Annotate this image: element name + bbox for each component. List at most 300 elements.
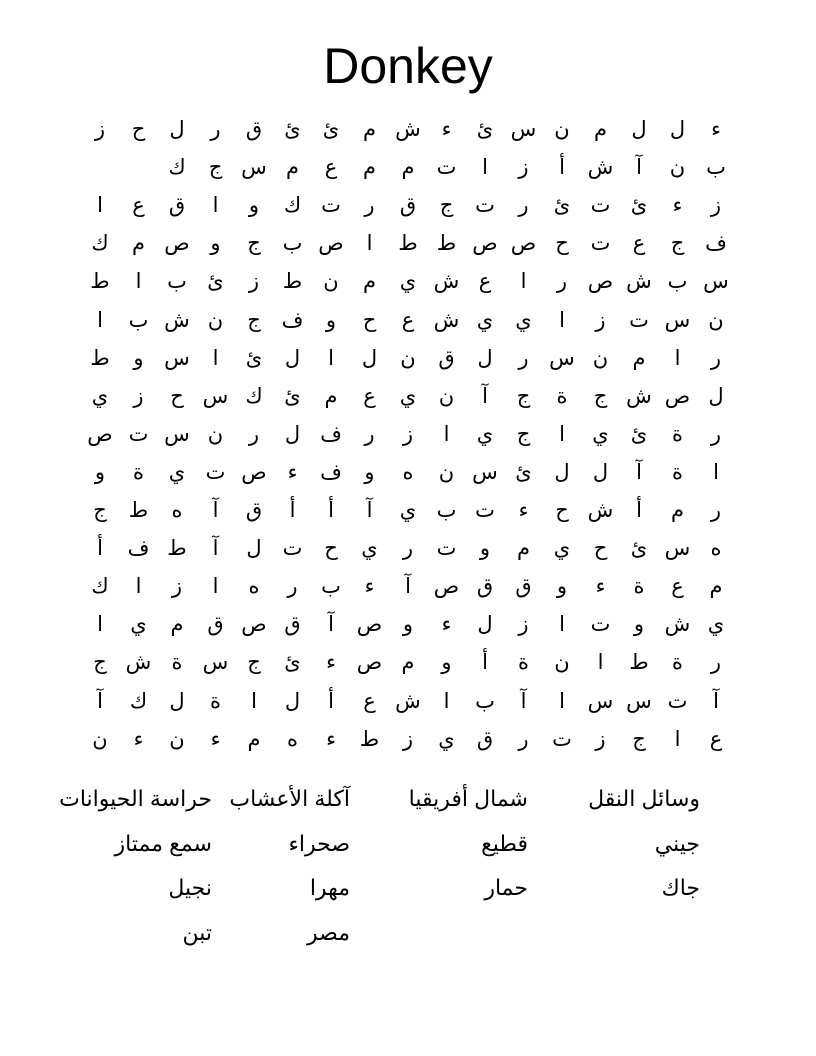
grid-letter: ن [438,460,455,484]
grid-letter: ش [164,308,190,332]
grid-letter: ي [399,270,417,294]
grid-letter: م [401,651,415,675]
grid-letter: ج [516,422,531,446]
grid-letter: ت [128,422,149,446]
grid-letter: ا [559,308,565,332]
grid-letter: ع [671,575,684,599]
grid-letter: ح [555,499,569,522]
grid-letter: س [626,689,652,713]
grid-letter: ئ [630,194,648,218]
grid-letter: ط [90,270,110,294]
grid-letter: ر [556,270,568,294]
grid-letter: ا [97,194,103,218]
grid-letter: ن [592,346,609,370]
grid-letter: ر [710,346,722,370]
grid-letter: ن [207,308,224,332]
grid-letter: ن [554,651,570,675]
grid-letter: ن [438,384,455,408]
grid-letter: ا [559,613,565,637]
grid-letter: س [164,346,190,370]
grid-letter: ط [629,651,649,675]
grid-letter: ق [438,346,455,370]
grid-letter: ت [475,499,495,522]
grid-letter: ص [87,422,113,446]
grid-letter: ش [587,499,614,522]
grid-letter: ي [399,499,417,522]
grid-letter: ج [670,232,685,256]
grid-letter: ك [129,689,148,713]
grid-letter: ء [518,499,529,522]
word-list-item: آكلة الأعشاب [229,786,350,811]
grid-letter: ف [320,460,342,484]
grid-letter: و [364,460,375,484]
grid-letter: ا [597,651,604,675]
grid-letter: ء [441,613,452,637]
grid-letter: ط [359,727,380,751]
grid-letter: آ [636,156,642,180]
grid-letter: م [362,118,376,141]
grid-letter: ئ [630,422,648,446]
grid-letter: ة [171,651,183,675]
grid-letter: ي [168,460,186,484]
grid-letter: ط [436,232,457,256]
grid-letter: ر [210,118,221,141]
grid-letter: ا [520,270,527,294]
grid-letter: م [247,727,261,751]
grid-letter: ط [90,346,110,370]
grid-letter: ر [248,422,260,446]
grid-letter: ص [510,232,537,256]
grid-letter: م [670,499,684,522]
grid-letter: ل [169,689,185,713]
grid-letter: ج [439,194,454,218]
grid-letter: ل [592,460,609,484]
grid-letter: ع [132,194,145,218]
grid-letter: ق [476,727,494,751]
grid-letter: و [441,651,452,675]
grid-letter: و [325,308,337,332]
grid-letter: س [164,422,190,446]
grid-letter: ز [402,727,414,751]
grid-letter: ح [324,537,338,561]
grid-letter: آ [482,384,488,408]
grid-letter: ق [399,194,417,218]
grid-letter: ر [287,575,298,599]
grid-letter: ب [667,270,688,294]
grid-letter: أ [482,651,488,675]
grid-letter: ق [168,194,186,218]
grid-letter: ع [363,384,376,408]
grid-letter: ا [713,460,719,484]
grid-letter: ز [248,270,260,294]
grid-letter: ك [91,575,109,599]
grid-letter: ت [590,232,611,256]
grid-letter: ل [169,118,185,141]
grid-letter: آ [713,689,719,713]
grid-letter: ق [284,613,301,637]
grid-letter: ز [595,727,606,751]
word-list-item: شمال أفريقيا [408,786,528,811]
grid-letter: ل [631,118,647,141]
grid-letter: ة [209,689,221,713]
grid-letter: س [472,460,498,484]
grid-letter: ص [433,575,460,599]
grid-letter: ق [245,118,263,141]
grid-letter: ة [671,460,683,484]
word-list-item: حمار [484,875,528,900]
grid-letter: س [587,689,614,713]
grid-letter: ه [710,537,722,561]
grid-letter: ت [629,308,649,332]
grid-letter: ج [516,384,531,408]
grid-letter: ي [515,308,532,332]
grid-letter: ق [515,575,532,599]
grid-letter: ق [245,499,263,522]
word-list-item: سمع ممتاز [114,830,212,856]
word-list-item: قطيع [481,830,528,856]
grid-letter: ط [128,499,149,522]
grid-letter: أ [636,499,642,522]
grid-letter: ه [402,460,414,484]
grid-letter: ل [361,346,378,370]
grid-letter: ئ [245,346,263,370]
grid-letter: ي [707,613,725,637]
grid-letter: ر [364,422,375,446]
grid-letter: ح [170,384,184,408]
grid-letter: ح [555,232,569,256]
grid-letter: م [131,232,145,256]
grid-letter: ئ [207,270,224,294]
grid-letter: ا [559,422,565,446]
grid-letter: ش [587,156,614,180]
grid-letter: ا [97,308,103,332]
grid-letter: ء [287,460,298,484]
grid-letter: ت [590,194,611,218]
grid-letter: و [133,346,144,370]
grid-letter: ة [556,384,568,408]
grid-letter: أ [328,689,334,713]
grid-letter: س [510,118,537,141]
grid-letter: أ [289,499,296,522]
grid-letter: ر [710,422,722,446]
grid-letter: ئ [322,118,340,141]
grid-letter: ل [284,346,301,370]
grid-letter: ز [402,422,414,446]
grid-letter: س [703,270,729,294]
grid-letter: س [202,651,229,675]
grid-letter: ء [441,118,452,141]
grid-letter: آ [212,537,219,561]
grid-letter: ص [241,460,267,484]
grid-letter: م [324,384,338,408]
grid-letter: ب [128,308,149,332]
grid-letter: ك [91,232,109,256]
grid-letter: ص [587,270,614,294]
grid-letter: ي [130,613,147,637]
grid-letter: و [633,613,645,637]
grid-letter: ح [362,308,377,332]
grid-letter: ا [135,270,142,294]
grid-letter: ت [205,460,226,484]
grid-letter: ش [433,270,460,294]
grid-letter: ل [477,346,493,370]
grid-letter: ر [518,346,529,370]
grid-letter: ء [711,118,721,141]
grid-letter: ت [667,689,688,713]
grid-letter: ص [472,232,498,256]
grid-letter: م [401,156,415,180]
grid-letter: م [362,270,376,294]
grid-letter: ئ [553,194,571,218]
grid-letter: ب [282,232,303,256]
grid-letter: ك [245,384,263,408]
grid-letter: ل [708,384,724,408]
grid-letter: ع [363,689,376,713]
grid-letter: ط [282,270,303,294]
grid-letter: ء [595,575,606,599]
grid-letter: ش [125,651,152,675]
grid-letter: ص [356,613,383,637]
grid-letter: آ [366,499,373,522]
grid-letter: و [479,537,491,561]
grid-letter: م [170,613,184,637]
grid-letter: ش [433,308,460,332]
grid-letter: ف [281,308,304,332]
grid-letter: ء [133,727,144,751]
grid-letter: ر [518,194,529,218]
grid-letter: ن [323,270,339,294]
grid-letter: ح [131,118,146,141]
grid-letter: ل [284,422,301,446]
grid-letter: ل [477,613,493,637]
grid-letter: ي [438,727,455,751]
grid-letter: ن [669,156,686,180]
word-list-item: مصر [306,919,350,945]
word-list-item: وسائل النقل [588,786,700,811]
grid-letter: ز [595,308,606,332]
grid-letter: ر [518,727,529,751]
grid-letter: ص [318,232,344,256]
grid-letter: ء [364,575,375,599]
grid-letter: ر [710,651,722,675]
grid-letter: ج [593,384,608,408]
grid-letter: ا [559,689,565,713]
grid-letter: ع [324,156,338,180]
grid-letter: ر [364,194,375,218]
grid-letter: ن [400,346,416,370]
grid-letter: ب [167,270,187,294]
grid-letter: ي [361,537,378,561]
grid-letter: آ [328,613,334,637]
grid-letter: ئ [630,537,648,561]
grid-letter: ت [321,194,341,218]
grid-letter: ف [705,232,727,256]
grid-letter: ش [395,689,421,713]
grid-letter: ق [207,613,224,637]
grid-letter: ح [593,537,608,561]
grid-letter: ا [212,346,219,370]
grid-letter: ع [709,727,723,751]
grid-letter: ب [321,575,341,599]
grid-letter: ص [241,613,267,637]
grid-letter: آ [212,499,219,522]
grid-letter: ء [326,727,336,751]
grid-letter: س [549,346,575,370]
grid-letter: ء [326,651,336,675]
grid-letter: ع [478,270,492,294]
grid-letter: ي [399,384,417,408]
word-list-item: مهرا [309,875,350,900]
grid-letter: ت [282,537,303,561]
grid-letter: ا [674,346,681,370]
grid-letter: ك [283,194,302,218]
grid-letter: ت [552,727,572,751]
grid-letter: ت [436,156,457,180]
grid-letter: ا [328,346,334,370]
grid-letter: ز [518,156,529,180]
grid-letter: م [632,346,646,370]
word-list-item: نجيل [168,875,212,900]
grid-letter: ا [97,613,103,637]
grid-letter: ش [626,384,652,408]
grid-letter: ج [632,727,646,751]
grid-letter: ه [171,499,183,522]
grid-letter: ج [93,499,107,522]
grid-letter: ط [398,232,418,256]
grid-letter: ن [92,727,108,751]
grid-letter: ا [212,194,219,218]
grid-letter: ط [167,537,187,561]
grid-letter: ا [135,575,142,599]
grid-letter: ا [482,156,488,180]
grid-letter: ز [518,613,529,637]
grid-letter: ف [320,422,342,446]
grid-letter: ئ [476,118,494,141]
grid-letter: و [556,575,568,599]
grid-letter: ا [212,575,219,599]
grid-letter: ز [171,575,183,599]
grid-letter: ا [251,689,257,713]
grid-letter: ن [708,308,724,332]
grid-letter: ك [168,156,186,180]
grid-letter: ج [208,156,223,180]
grid-letter: ش [664,613,691,637]
grid-letter: ل [669,118,686,141]
grid-letter: ئ [515,460,532,484]
grid-letter: ف [127,537,150,561]
grid-letter: ع [632,232,646,256]
grid-letter: ء [210,727,221,751]
grid-letter: ت [436,537,457,561]
grid-letter: ة [517,651,529,675]
grid-letter: ا [443,422,450,446]
word-list-item: جاك [661,875,700,900]
grid-letter: ج [93,651,107,675]
grid-letter: ص [164,232,190,256]
grid-letter: ة [633,575,645,599]
grid-letter: ا [366,232,373,256]
grid-letter: ه [248,575,260,599]
grid-letter: ز [133,384,144,408]
grid-letter: ر [402,537,414,561]
word-list-item: تبن [182,919,212,945]
grid-letter: ا [443,689,450,713]
grid-letter: و [210,232,221,256]
grid-letter: ة [132,460,144,484]
grid-letter: ش [626,270,652,294]
grid-letter: م [362,156,376,180]
grid-letter: ي [553,537,571,561]
grid-letter: ي [476,308,494,332]
page-title: Donkey [323,38,493,94]
grid-letter: و [402,613,414,637]
grid-letter: آ [97,689,103,713]
grid-letter: ز [94,118,106,141]
grid-letter: و [94,460,106,484]
grid-letter: م [593,118,607,141]
grid-letter: ئ [284,384,301,408]
grid-letter: ل [246,537,262,561]
grid-letter: ة [671,651,683,675]
grid-letter: و [248,194,260,218]
grid-letter: ة [671,422,683,446]
grid-letter: أ [97,537,103,561]
grid-letter: ق [476,575,494,599]
grid-letter: ص [356,651,383,675]
grid-letter: ش [395,118,421,141]
grid-letter: ل [284,689,301,713]
grid-letter: س [664,308,691,332]
grid-letter: ي [476,422,494,446]
grid-letter: آ [405,575,411,599]
grid-letter: ز [710,194,722,218]
grid-letter: ب [436,499,457,522]
grid-letter: س [202,384,229,408]
grid-letter: ت [590,613,611,637]
grid-letter: ص [664,384,691,408]
grid-letter: م [516,537,530,561]
grid-letter: س [664,537,691,561]
word-list-item: صحراء [288,830,350,856]
grid-letter: ت [475,194,495,218]
grid-letter: ن [554,118,570,141]
grid-letter: م [709,575,723,599]
grid-letter: ج [247,232,261,256]
grid-letter: ج [247,308,261,332]
grid-letter: ي [592,422,609,446]
grid-letter: ئ [284,651,301,675]
grid-letter: آ [520,689,527,713]
grid-letter: ه [286,727,298,751]
grid-letter: ئ [284,118,301,141]
grid-letter: س [241,156,267,180]
grid-letter: ي [91,384,109,408]
grid-letter: ج [247,651,261,675]
grid-letter: ن [207,422,224,446]
grid-letter: أ [328,499,334,522]
grid-letter: م [285,156,299,180]
grid-letter: ب [706,156,726,180]
grid-letter: ن [169,727,185,751]
grid-letter: ب [475,689,495,713]
grid-letter: آ [636,460,642,484]
grid-letter: أ [559,156,565,180]
grid-letter: ل [554,460,570,484]
grid-letter: ء [672,194,683,218]
grid-letter: ر [710,499,722,522]
word-list-item: حراسة الحيوانات [59,786,212,811]
grid-letter: ا [674,727,681,751]
